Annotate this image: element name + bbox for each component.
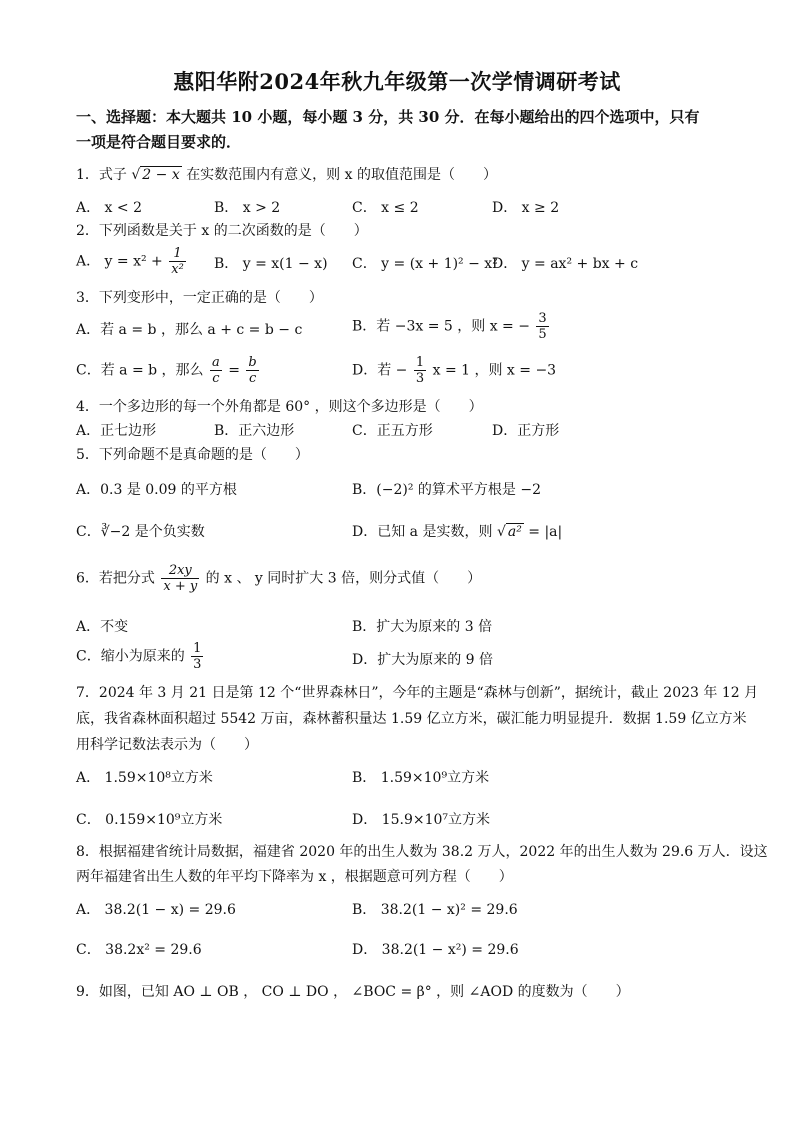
q1-option-b: B． x > 2 <box>214 200 281 216</box>
q6-option-c-num: 1 <box>193 641 202 656</box>
question-2-stem: 2．下列函数是关于 x 的二次函数的是（ ） <box>76 223 368 239</box>
section-heading-line2: 一项是符合题目要求的． <box>76 133 242 151</box>
q5-option-d-sqrt: √ a² <box>496 524 522 540</box>
q3-option-c-den2: c <box>248 371 257 386</box>
q2-option-a-den: x² <box>171 262 184 277</box>
q5-option-b: B．(−2)² 的算术平方根是 −2 <box>352 482 541 498</box>
q2-option-a-fraction <box>169 246 186 277</box>
q1-option-c: C． x ≤ 2 <box>352 200 419 216</box>
q5-option-a: A．0.3 是 0.09 的平方根 <box>76 482 237 498</box>
q3-option-b-pre: B．若 −3x = 5 ，则 x = − <box>352 318 530 335</box>
q4-option-a: A．正七边形 <box>76 423 157 439</box>
q6-option-d: D．扩大为原来的 9 倍 <box>352 652 494 668</box>
q3-option-c-eq: = <box>228 362 240 379</box>
q6-option-b: B．扩大为原来的 3 倍 <box>352 619 493 635</box>
q5-option-c: C．∛−2 是个负实数 <box>76 524 205 540</box>
q3-option-b <box>352 311 551 342</box>
section-heading-line1: 一、选择题：本大题共 10 小题，每小题 3 分，共 30 分．在每小题给出的四个选项中，只有 <box>76 108 700 126</box>
question-8-line1: 8．根据福建省统计局数据，福建省 2020 年的出生人数为 38.2 万人，2022 年的出生人数为 29.6 万人．设这 <box>76 844 768 860</box>
q6-den: x + y <box>163 579 198 594</box>
q3-option-c-num1: a <box>212 355 220 370</box>
q7-option-d: D． 15.9×10⁷立方米 <box>352 812 491 828</box>
q3-option-c-fraction-2 <box>246 355 258 386</box>
q3-option-b-fraction <box>536 311 548 342</box>
q3-option-d-pre: D．若 − <box>352 362 408 379</box>
q7-option-c: C． 0.159×10⁹立方米 <box>76 812 223 828</box>
q1-option-d: D． x ≥ 2 <box>492 200 560 216</box>
q4-option-c: C．正五方形 <box>352 423 433 439</box>
q3-option-d-num: 1 <box>415 355 425 370</box>
q3-option-d-post: x = 1 ，则 x = −3 <box>432 362 557 379</box>
q6-num: 2xy <box>161 563 199 579</box>
q3-option-d-fraction <box>414 355 426 386</box>
question-7-line3: 用科学记数法表示为（ ） <box>76 737 258 753</box>
q3-option-b-den: 5 <box>538 327 547 342</box>
page-title: 惠阳华附2024年秋九年级第一次学情调研考试 <box>173 69 621 94</box>
q3-option-c-den1: c <box>212 371 220 386</box>
q3-option-c-pre: C．若 a = b ，那么 <box>76 362 204 379</box>
question-9-stem: 9．如图，已知 AO ⊥ OB ， CO ⊥ DO ， ∠BOC = β° ，则 ∠AOD 的度数为（ ） <box>76 984 630 1000</box>
q7-option-b: B． 1.59×10⁹立方米 <box>352 770 490 786</box>
question-7-line1: 7．2024 年 3 月 21 日是第 12 个“世界森林日”，今年的主题是“森林与创新”，据统计，截止 2023 年 12 月 <box>76 685 759 701</box>
q3-option-c-fraction-1 <box>210 355 222 386</box>
q8-option-c: C． 38.2x² = 29.6 <box>76 942 202 958</box>
q6-fraction <box>161 563 199 594</box>
q2-option-b: B． y = x(1 − x) <box>214 256 328 272</box>
q1-sqrt-expr: 2 − x <box>142 167 180 183</box>
q2-option-a <box>76 246 188 277</box>
q3-option-d <box>352 355 556 386</box>
question-3-stem: 3．下列变形中，一定正确的是（ ） <box>76 290 323 306</box>
q1-option-a: A． x < 2 <box>76 200 142 216</box>
q7-option-a: A． 1.59×10⁸立方米 <box>76 770 213 786</box>
q6-option-c-fraction <box>191 641 203 672</box>
q3-option-d-den: 3 <box>415 371 425 386</box>
question-4-stem: 4．一个多边形的每一个外角都是 60° ，则这个多边形是（ ） <box>76 399 483 415</box>
q3-option-b-num: 3 <box>538 311 547 326</box>
q2-option-c: C． y = (x + 1)² − x² <box>352 256 498 272</box>
q1-stem-post: 在实数范围内有意义，则 x 的取值范围是（ ） <box>186 167 497 183</box>
q8-option-a: A． 38.2(1 − x) = 29.6 <box>76 902 236 918</box>
q8-option-d: D． 38.2(1 − x²) = 29.6 <box>352 942 519 958</box>
q5-option-d-pre: D．已知 a 是实数，则 <box>352 524 493 540</box>
question-6-stem <box>76 563 481 594</box>
question-1-stem <box>76 165 497 185</box>
q8-option-b: B． 38.2(1 − x)² = 29.6 <box>352 902 518 918</box>
question-7-line2: 底，我省森林面积超过 5542 万亩，森林蓄积量达 1.59 亿立方米，碳汇能力明显提升．数据 1.59 亿立方米 <box>76 711 747 727</box>
q2-option-a-num: 1 <box>169 246 186 262</box>
q6-stem-post: 的 x 、 y 同时扩大 3 倍，则分式值（ ） <box>205 570 482 587</box>
q1-stem-pre: 1．式子 <box>76 167 127 183</box>
q6-option-c-den: 3 <box>193 657 202 672</box>
q6-option-a: A．不变 <box>76 619 129 635</box>
q6-option-c <box>76 641 205 672</box>
question-5-stem: 5．下列命题不是真命题的是（ ） <box>76 447 309 463</box>
q6-stem-pre: 6．若把分式 <box>76 570 155 587</box>
q6-option-c-pre: C．缩小为原来的 <box>76 648 185 665</box>
q5-option-d-post: = |a| <box>528 524 563 540</box>
q5-option-d <box>352 522 562 542</box>
q3-option-a: A．若 a = b ，那么 a + c = b − c <box>76 322 303 338</box>
question-8-line2: 两年福建省出生人数的年平均下降率为 x ，根据题意可列方程（ ） <box>76 869 513 885</box>
q2-option-d: D． y = ax² + bx + c <box>492 256 639 272</box>
q4-option-d: D．正方形 <box>492 423 560 439</box>
q5-option-d-sqrt-expr: a² <box>507 524 522 540</box>
q1-sqrt: √ 2 − x <box>131 167 180 183</box>
q2-option-a-pre: A． y = x² + <box>76 253 163 270</box>
q3-option-c-num2: b <box>248 355 257 370</box>
q4-option-b: B．正六边形 <box>214 423 295 439</box>
q3-option-c <box>76 355 261 386</box>
